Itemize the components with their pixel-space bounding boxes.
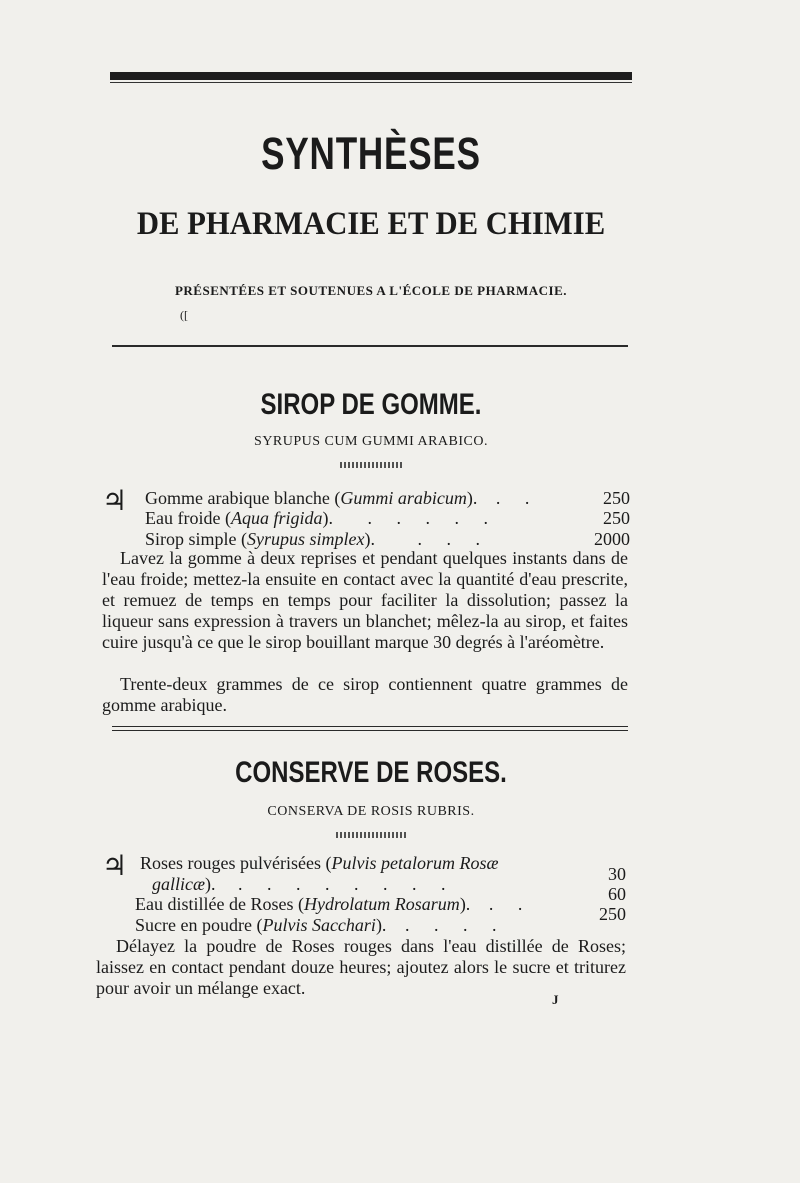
page-title: SYNTHÈSES <box>261 128 481 179</box>
ingredient-line: Sucre en poudre (Pulvis Sacchari). . . . . <box>135 915 507 935</box>
ingredient-line: Sirop simple (Syrupus simplex). . . . <box>145 529 490 549</box>
ingredient-line: Eau distillée de Roses (Hydrolatum Rosarum). . . <box>135 894 533 914</box>
ingredient-line: Gomme arabique blanche (Gummi arabicum). . . <box>145 488 540 508</box>
top-thick-rule <box>110 72 632 80</box>
section-divider-2b <box>112 730 628 731</box>
rx-icon: ♃ <box>102 484 128 517</box>
page-subtitle: DE PHARMACIE ET DE CHIMIE <box>136 206 606 242</box>
section1-latin: SYRUPUS CUM GUMMI ARABICO. <box>254 434 488 449</box>
ingredient-line: gallicæ). . . . . . . . . <box>152 874 456 894</box>
section1-paragraph: Lavez la gomme à deux reprises et pendant quelques instants dans de l'eau froide; mettez-la ensuite en contact avec la quantité d'eau prescrite, et remuez de temps en temps pour faciliter la dissolution; passez la liqueur sans expression à travers un blanchet; mêlez-la au sirop, et faites cuire jusqu'à ce que le sirop bouillant marque 30 degrés à l'aréomètre. <box>102 548 628 652</box>
ingredient-qty: 250 <box>603 488 630 508</box>
section2-paragraph: Délayez la poudre de Roses rouges dans l'eau distillée de Roses; laissez en contact pendant douze heures; ajoutez alors le sucre et triturez pour avoir un mélange exact. <box>96 936 626 998</box>
section2-ornament <box>336 832 406 838</box>
ingredient-qty: 30 <box>608 864 626 884</box>
section-divider-1 <box>112 345 628 347</box>
rx-icon: ♃ <box>102 849 128 882</box>
section2-latin: CONSERVA DE ROSIS RUBRIS. <box>267 804 475 819</box>
stray-mark: ([ <box>180 308 188 322</box>
signature-mark: J <box>552 992 559 1007</box>
ingredient-qty: 250 <box>599 904 626 924</box>
section1-title: SIROP DE GOMME. <box>260 388 482 421</box>
top-thin-rule <box>110 82 632 83</box>
section-divider-2 <box>112 726 628 727</box>
ingredient-qty: 250 <box>603 508 630 528</box>
section1-ornament <box>340 462 404 468</box>
section2-title: CONSERVE DE ROSES. <box>235 756 507 789</box>
ingredient-line: Roses rouges pulvérisées (Pulvis petalorum Rosæ <box>140 853 499 873</box>
section1-paragraph: Trente-deux grammes de ce sirop contiennent quatre grammes de gomme arabique. <box>102 674 628 715</box>
ingredient-qty: 2000 <box>594 529 630 549</box>
ingredient-line: Eau froide (Aqua frigida). . . . . . <box>145 508 498 528</box>
ingredient-qty: 60 <box>608 884 626 904</box>
presentation-line: PRÉSENTÉES ET SOUTENUES A L'ÉCOLE DE PHARMACIE. <box>174 283 568 298</box>
